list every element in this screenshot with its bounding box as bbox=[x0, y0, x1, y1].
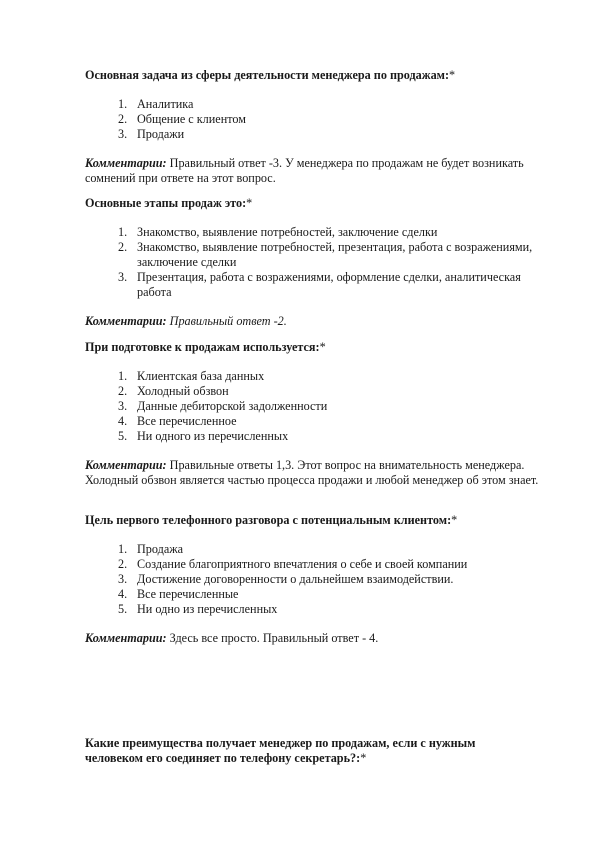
option-item: 4. Все перечисленные bbox=[118, 587, 239, 601]
option-item: 3. Презентация, работа с возражениями, оформление сделки, аналитическая работа bbox=[118, 270, 521, 299]
comment-text: Правильные ответы 1,3. Этот вопрос на внимательность менеджера. Холодный обзвон является частью процесса продажи и любой менеджер об этом знает. bbox=[85, 458, 539, 487]
comment bbox=[85, 631, 555, 646]
option-item: 5. Ни одно из перечисленных bbox=[118, 602, 278, 616]
required-asterisk: * bbox=[451, 513, 458, 527]
comment bbox=[85, 156, 555, 186]
option-item: 3. Продажи bbox=[118, 127, 185, 141]
question-block-5 bbox=[85, 736, 515, 766]
required-asterisk: * bbox=[246, 196, 253, 210]
question-heading bbox=[85, 196, 555, 211]
option-item: 3. Данные дебиторской задолженности bbox=[118, 399, 328, 413]
question-text: Цель первого телефонного разговора с потенциальным клиентом: bbox=[85, 513, 452, 527]
question-block-4 bbox=[85, 513, 555, 646]
options-list bbox=[85, 369, 555, 444]
option-item: 3. Достижение договоренности о дальнейшем взаимодействии. bbox=[118, 572, 454, 586]
comment-label: Комментарии: bbox=[85, 156, 167, 170]
question-text: Основные этапы продаж это: bbox=[85, 196, 247, 210]
option-item: 5. Ни одного из перечисленных bbox=[118, 429, 289, 443]
options-list bbox=[85, 97, 555, 142]
question-text: При подготовке к продажам используется: bbox=[85, 340, 320, 354]
question-block-3 bbox=[85, 340, 555, 488]
option-item: 2. Создание благоприятного впечатления о себе и своей компании bbox=[118, 557, 468, 571]
option-item: 2. Общение с клиентом bbox=[118, 112, 246, 126]
comment-label: Комментарии: bbox=[85, 631, 167, 645]
comment-text: Здесь все просто. Правильный ответ - 4. bbox=[166, 631, 379, 645]
option-item: 2. Знакомство, выявление потребностей, презентация, работа с возражениями, заключение сделки bbox=[118, 240, 533, 269]
comment-text: Правильный ответ -3. У менеджера по продажам не будет возникать сомнений при ответе на этот вопрос. bbox=[85, 156, 524, 185]
option-item: 2. Холодный обзвон bbox=[118, 384, 229, 398]
option-item: 1. Клиентская база данных bbox=[118, 369, 265, 383]
option-item: 1. Знакомство, выявление потребностей, заключение сделки bbox=[118, 225, 438, 239]
required-asterisk: * bbox=[360, 751, 367, 765]
comment bbox=[85, 458, 555, 488]
options-list bbox=[85, 542, 555, 617]
question-block-1 bbox=[85, 68, 555, 186]
question-heading bbox=[85, 513, 555, 528]
comment bbox=[85, 314, 555, 329]
option-item: 4. Все перечисленное bbox=[118, 414, 237, 428]
question-heading bbox=[85, 340, 555, 355]
question-text: Основная задача из сферы деятельности менеджера по продажам: bbox=[85, 68, 450, 82]
option-item: 1. Аналитика bbox=[118, 97, 194, 111]
options-list bbox=[85, 225, 555, 300]
required-asterisk: * bbox=[319, 340, 326, 354]
question-heading bbox=[85, 736, 515, 766]
comment-text: Правильный ответ -2. bbox=[166, 314, 287, 328]
question-text: Какие преимущества получает менеджер по продажам, если с нужным человеком его соединяет по телефону секретарь?: bbox=[85, 736, 476, 765]
question-block-2 bbox=[85, 196, 555, 329]
required-asterisk: * bbox=[449, 68, 456, 82]
comment-label: Комментарии: bbox=[85, 314, 167, 328]
option-item: 1. Продажа bbox=[118, 542, 184, 556]
comment-label: Комментарии: bbox=[85, 458, 167, 472]
question-heading bbox=[85, 68, 555, 83]
